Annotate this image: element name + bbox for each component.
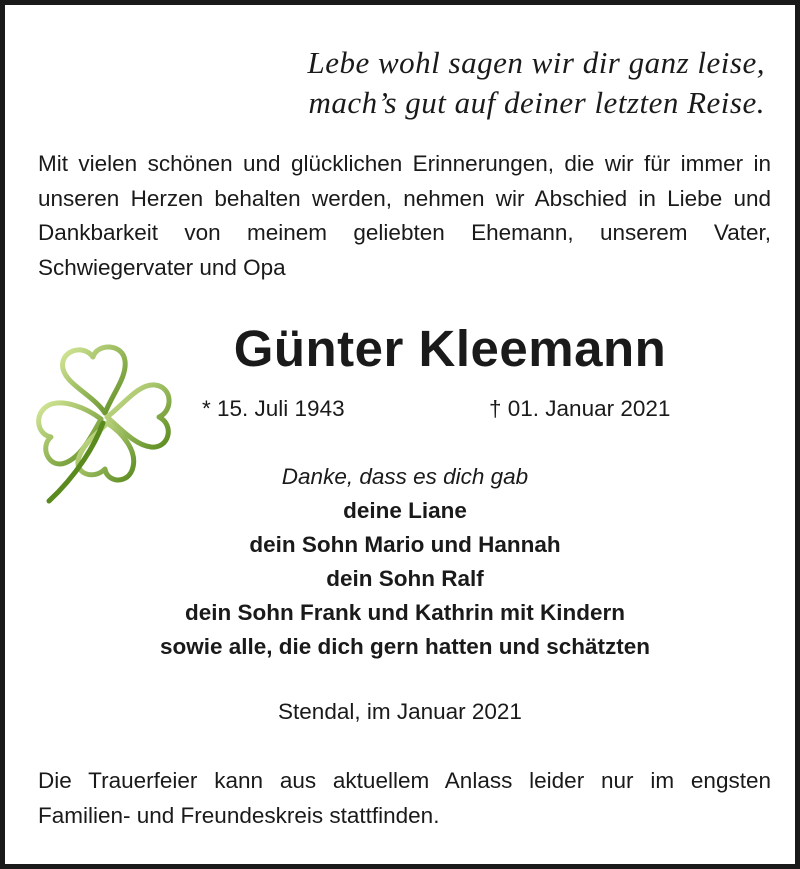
intro-paragraph: Mit vielen schönen und glücklichen Erinnerungen, die wir für immer in unseren Herzen behalten werden, nehmen wir Abschied in Liebe und Dankbarkeit von meinem geliebten Ehemann, unserem Vater, Schwiegervater und Opa [38,151,771,280]
funeral-note: Die Trauerfeier kann aus aktuellem Anlass leider nur im engsten Familien- und Freundeskreis stattfinden. [38,768,771,828]
verse-line-1: Lebe wohl sagen wir dir ganz leise, [307,45,765,80]
death-date: † 01. Januar 2021 [489,396,671,421]
farewell-verse [165,43,765,123]
mourners-block [65,460,745,664]
signature-line: dein Sohn Ralf [326,566,484,591]
place-and-date: Stendal, im Januar 2021 [278,699,522,724]
signature-line: deine Liane [343,498,467,523]
verse-line-2: mach’s gut auf deiner letzten Reise. [308,85,765,120]
deceased-name: Günter Kleemann [233,320,667,377]
signature-line: dein Sohn Mario und Hannah [249,532,561,557]
birth-date: * 15. Juli 1943 [202,396,345,421]
signature-line: dein Sohn Frank und Kathrin mit Kindern [184,600,625,625]
signature-line: sowie alle, die dich gern hatten und schätzten [159,634,651,659]
thanks-line: Danke, dass es dich gab [281,464,529,489]
